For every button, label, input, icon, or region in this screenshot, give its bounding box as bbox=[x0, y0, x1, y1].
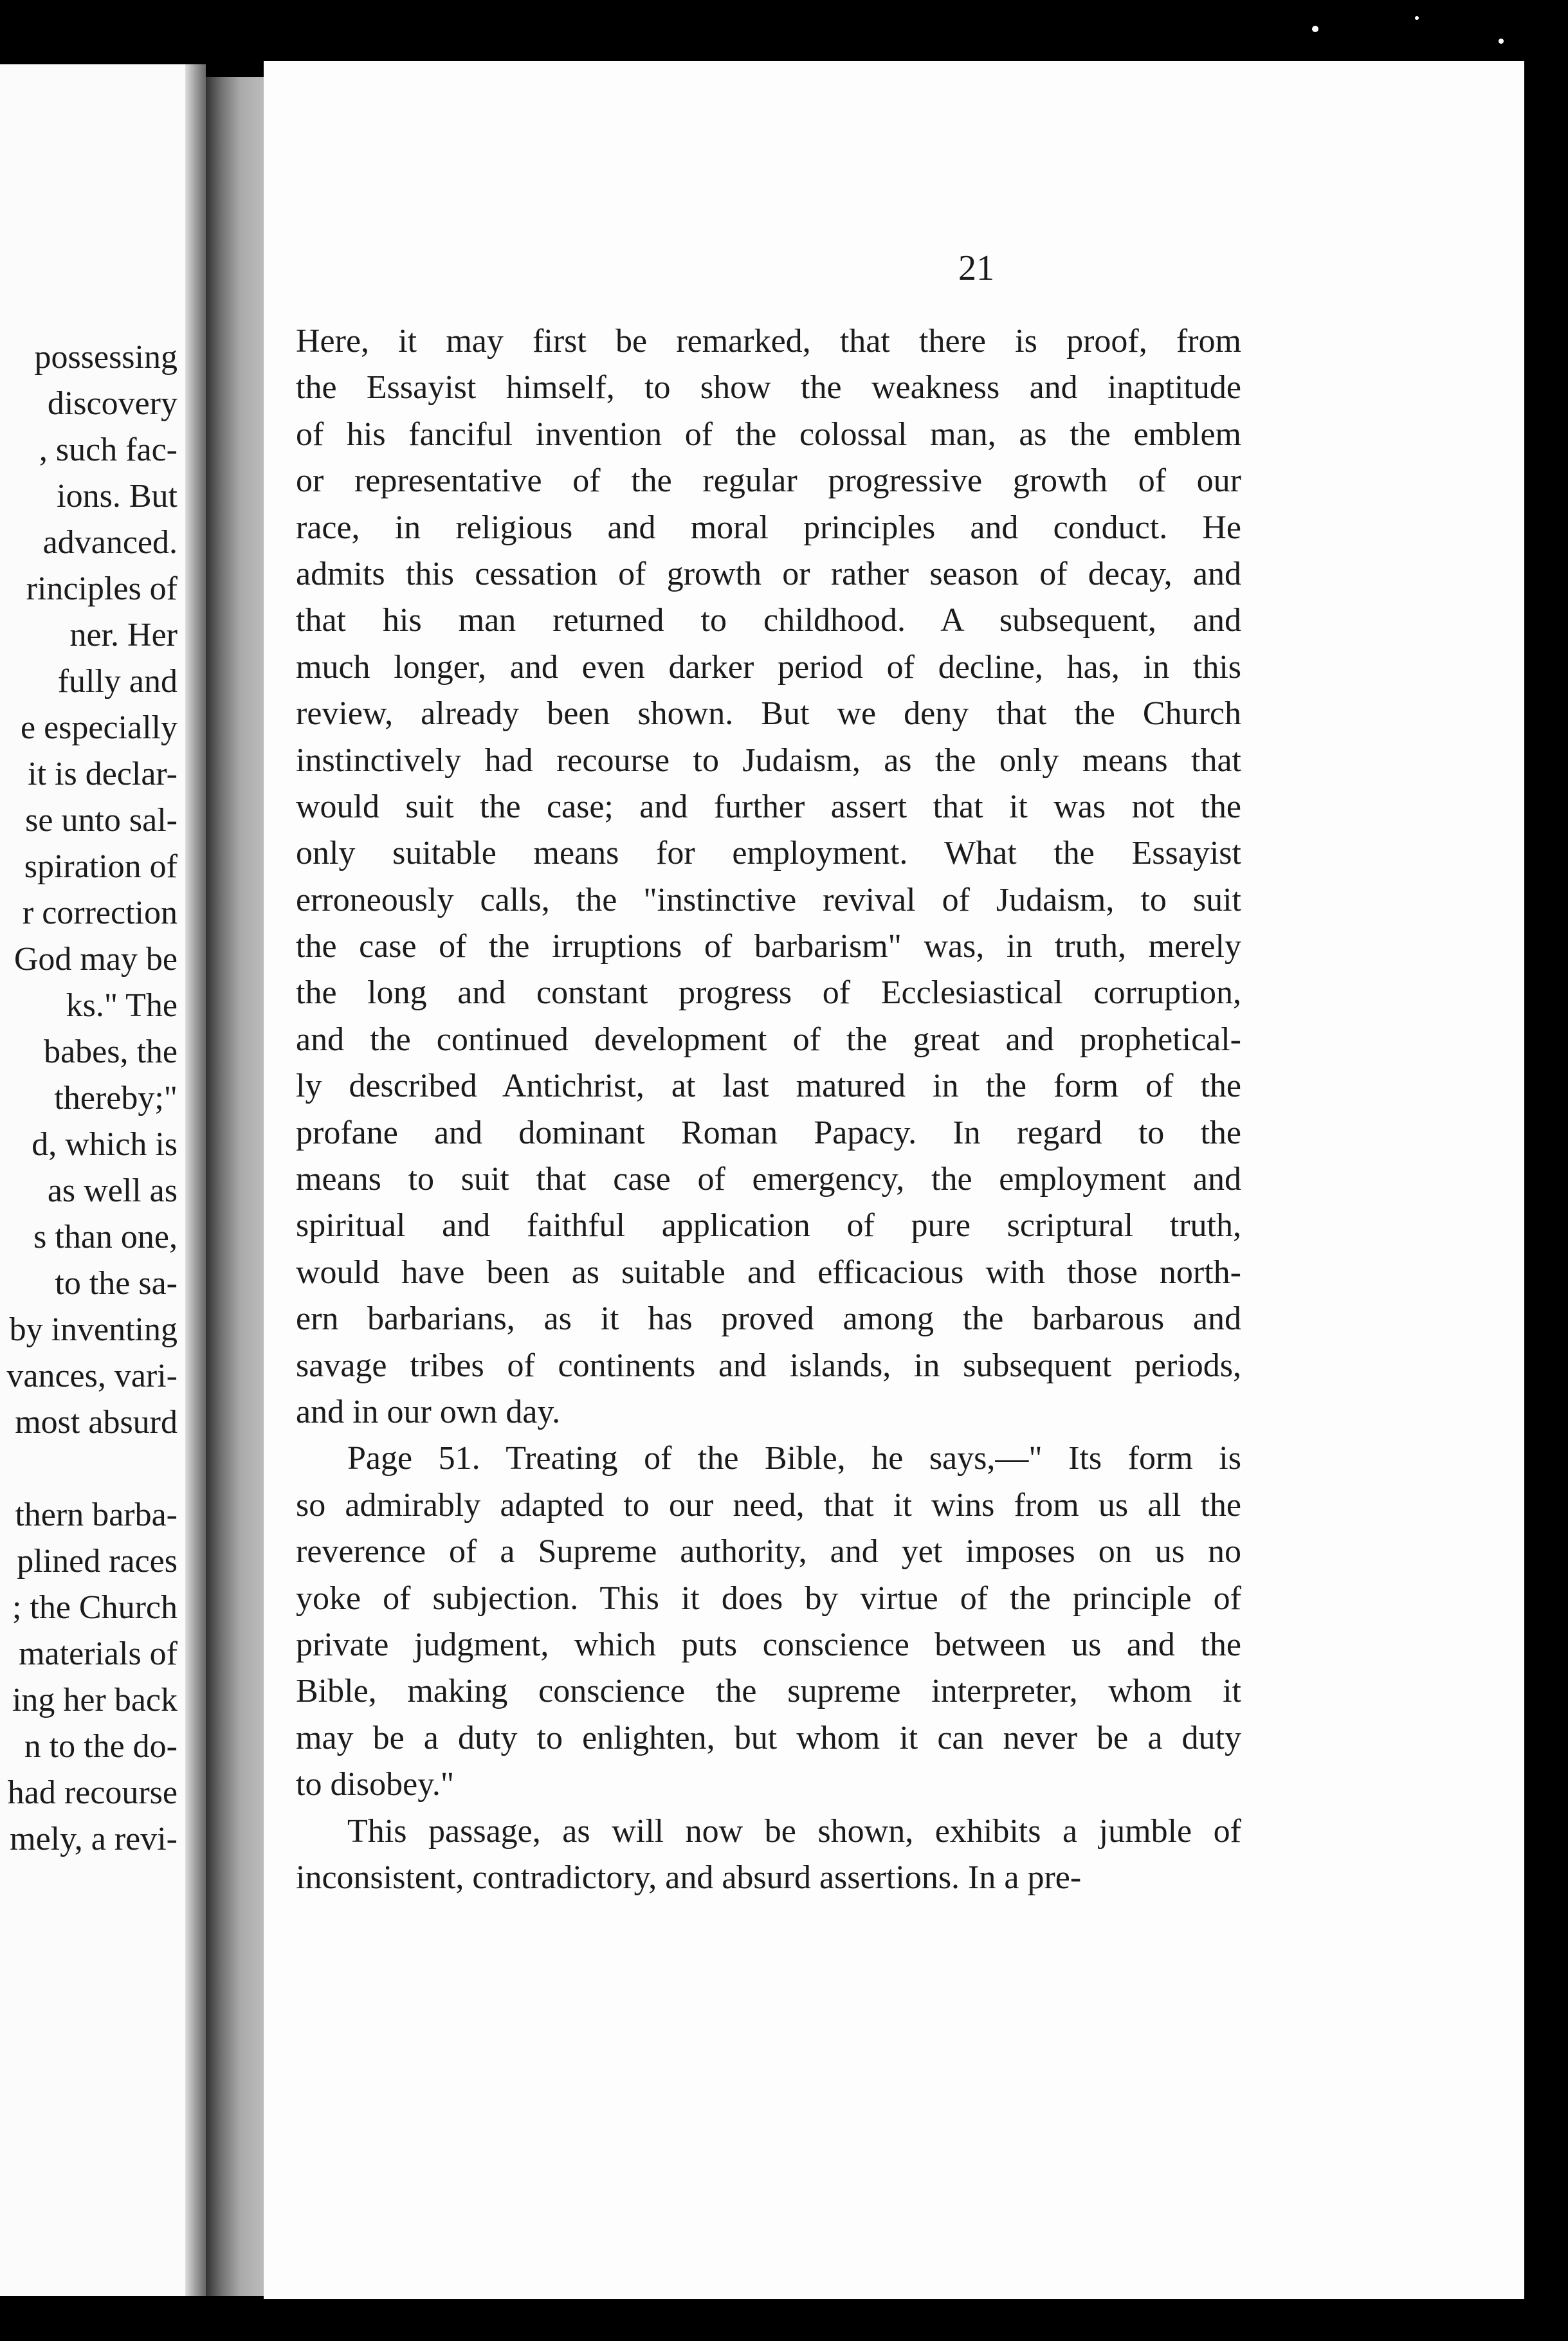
text-line: much longer, and even darker period of decline, has, in this bbox=[296, 648, 1241, 686]
left-page-line: advanced. bbox=[42, 524, 178, 561]
left-page-fragment bbox=[0, 64, 206, 2296]
text-line: or representative of the regular progressive growth of our bbox=[296, 462, 1241, 500]
text-line: ern barbarians, as it has proved among the barbarous and bbox=[296, 1300, 1241, 1338]
text-line: private judgment, which puts conscience between us and the bbox=[296, 1626, 1241, 1663]
text-line: Page 51. Treating of the Bible, he says,—" Its form is bbox=[347, 1440, 1241, 1477]
left-page-line: to the sa- bbox=[55, 1265, 178, 1302]
left-page-line: thereby;" bbox=[54, 1080, 178, 1116]
text-line: the case of the irruptions of barbarism" was, in truth, merely bbox=[296, 928, 1241, 965]
text-line: would suit the case; and further assert that it was not the bbox=[296, 788, 1241, 825]
left-page-line: d, which is bbox=[32, 1126, 178, 1163]
text-line: Bible, making conscience the supreme interpreter, whom it bbox=[296, 1673, 1241, 1710]
left-page-line: ing her back bbox=[12, 1682, 178, 1718]
left-page-gap bbox=[6, 1446, 178, 1492]
left-page-line: fully and bbox=[57, 663, 178, 700]
left-page-gutter-shadow bbox=[185, 64, 206, 2296]
left-page-line: ions. But bbox=[57, 478, 178, 515]
left-page-line: spiration of bbox=[24, 848, 178, 885]
text-line: may be a duty to enlighten, but whom it can never be a duty bbox=[296, 1719, 1241, 1756]
left-page-line: e especially bbox=[21, 709, 178, 746]
text-line: instinctively had recourse to Judaism, as the only means that bbox=[296, 742, 1241, 779]
left-page-line: rinciples of bbox=[26, 570, 178, 607]
left-page-line: n to the do- bbox=[24, 1728, 178, 1765]
left-page-line: s than one, bbox=[33, 1219, 178, 1255]
left-page-line: as well as bbox=[47, 1172, 178, 1209]
left-page-line: ; the Church bbox=[12, 1589, 178, 1626]
left-page-line: ner. Her bbox=[69, 617, 178, 653]
left-page-line: r correction bbox=[22, 895, 178, 931]
text-line: would have been as suitable and efficacious with those north- bbox=[296, 1253, 1241, 1291]
text-line: ly described Antichrist, at last matured in the form of the bbox=[296, 1068, 1241, 1105]
text-line: and in our own day. bbox=[296, 1393, 561, 1430]
left-page-line: babes, the bbox=[44, 1034, 178, 1070]
left-page-line: ks." The bbox=[66, 987, 178, 1024]
left-page-line: plined races bbox=[17, 1543, 178, 1580]
text-line: the long and constant progress of Ecclesiastical corruption, bbox=[296, 974, 1241, 1012]
scan-speck bbox=[1499, 39, 1504, 44]
left-page-text bbox=[6, 334, 178, 1863]
left-page-line: , such fac- bbox=[39, 432, 178, 468]
left-page-line: it is declar- bbox=[28, 756, 178, 792]
text-line: profane and dominant Roman Papacy. In regard to the bbox=[296, 1114, 1241, 1151]
left-page-line: possessing bbox=[34, 339, 178, 376]
book-binding-strip bbox=[206, 77, 264, 2296]
text-line: inconsistent, contradictory, and absurd assertions. In a pre- bbox=[296, 1859, 1082, 1896]
text-line: and the continued development of the great and prophetical- bbox=[296, 1021, 1241, 1058]
left-page-line: thern barba- bbox=[15, 1497, 178, 1533]
left-page-line: had recourse bbox=[7, 1774, 178, 1811]
text-line: the Essayist himself, to show the weakness and inaptitude bbox=[296, 369, 1241, 406]
page-body-text bbox=[296, 318, 1241, 1901]
left-page-line: materials of bbox=[19, 1635, 178, 1672]
text-line: admits this cessation of growth or rather season of decay, and bbox=[296, 555, 1241, 592]
text-line: so admirably adapted to our need, that it wins from us all the bbox=[296, 1486, 1241, 1524]
page-number: 21 bbox=[958, 248, 994, 288]
scan-speck bbox=[1312, 26, 1318, 32]
text-line: reverence of a Supreme authority, and yet imposes on us no bbox=[296, 1533, 1241, 1571]
left-page-line: vances, vari- bbox=[6, 1358, 178, 1394]
text-line: review, already been shown. But we deny that the Church bbox=[296, 695, 1241, 733]
left-page-line: mely, a revi- bbox=[10, 1821, 178, 1857]
text-line: to disobey." bbox=[296, 1766, 455, 1803]
text-line: This passage, as will now be shown, exhibits a jumble of bbox=[347, 1812, 1241, 1850]
left-page-line: discovery bbox=[47, 385, 178, 422]
left-page-line: by inventing bbox=[9, 1311, 178, 1348]
text-line: race, in religious and moral principles and conduct. He bbox=[296, 509, 1241, 546]
text-line: yoke of subjection. This it does by virtue of the principle of bbox=[296, 1580, 1241, 1617]
text-line: only suitable means for employment. What the Essayist bbox=[296, 835, 1241, 872]
scan-speck bbox=[1415, 16, 1419, 20]
text-line: savage tribes of continents and islands, in subsequent periods, bbox=[296, 1347, 1241, 1384]
text-line: Here, it may first be remarked, that there is proof, from bbox=[296, 323, 1241, 360]
text-line: erroneously calls, the "instinctive revival of Judaism, to suit bbox=[296, 881, 1241, 918]
text-line: of his fanciful invention of the colossal man, as the emblem bbox=[296, 415, 1241, 453]
left-page-line: God may be bbox=[14, 941, 178, 978]
right-page bbox=[264, 61, 1524, 2299]
text-line: means to suit that case of emergency, the employment and bbox=[296, 1161, 1241, 1198]
left-page-line: se unto sal- bbox=[25, 802, 178, 839]
text-line: that his man returned to childhood. A subsequent, and bbox=[296, 602, 1241, 639]
text-line: spiritual and faithful application of pure scriptural truth, bbox=[296, 1207, 1241, 1244]
left-page-line: most absurd bbox=[15, 1404, 178, 1441]
